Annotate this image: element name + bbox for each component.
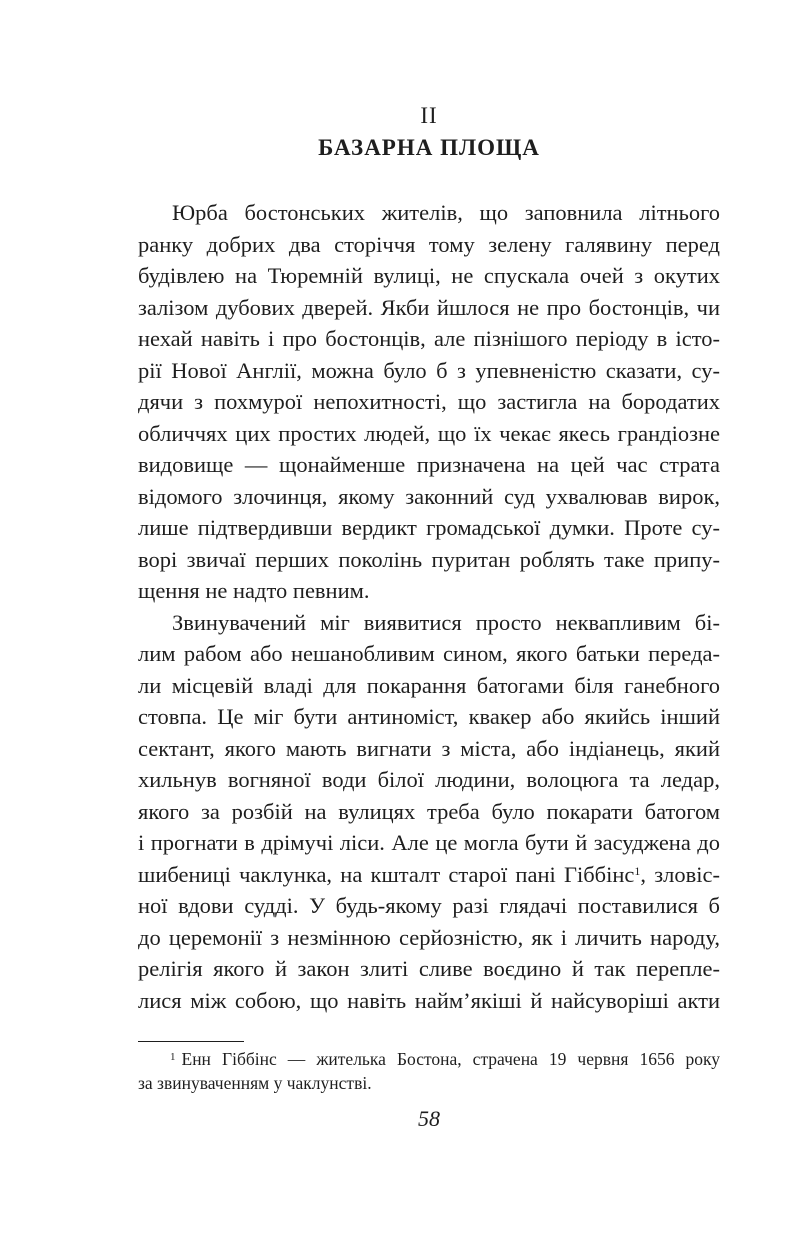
text-line: нехай навіть і про бостонців, але пізнішого періоду в істо- [138, 326, 720, 351]
footnote-reference[interactable]: 1 [634, 863, 641, 878]
text-line: лише підтвердивши вердикт громадської думки. Проте су- [138, 515, 720, 540]
footnote-line: за звинуваченням у чаклунстві. [138, 1073, 372, 1093]
footnote-marker: 1 [170, 1050, 176, 1063]
footnote [138, 1047, 720, 1095]
text-line: рії Нової Англії, можна було б з упевненістю сказати, су- [138, 357, 720, 383]
text-line: ворі звичаї перших поколінь пуритан роблять таке припу- [138, 546, 720, 572]
text-line-part: , зловіс- [640, 861, 720, 887]
text-line: дячи з похмурої непохитності, що застигла на бородатих [138, 389, 720, 414]
text-line: будівлею на Тюремній вулиці, не спускала очей з окутих [138, 263, 720, 288]
text-line: обличчях цих простих людей, що їх чекає якесь грандіозне [138, 420, 720, 446]
text-line: ранку добрих два сторіччя тому зелену галявину перед [138, 231, 720, 257]
text-line: ли місцевій владі для покарання батогами біля ганебного [138, 672, 720, 698]
text-line: видовище — щонайменше призначена на цей час страта [138, 452, 720, 477]
text-line: лися між собою, що навіть найм’якіші й найсуворіші акти [138, 987, 720, 1013]
text-line: до церемонії з незмінною серйозністю, як і личить народу, [138, 924, 720, 950]
text-line: якого за розбій на вулицях треба було покарати батогом [138, 798, 720, 824]
text-line: релігія якого й закон злиті сливе воєдино й так перепле- [138, 956, 720, 981]
text-line: лим рабом або нешанобливим сином, якого батьки переда- [138, 641, 720, 666]
text-line: відомого злочинця, якому законний суд ухвалював вирок, [138, 483, 720, 509]
text-line: щення не надто певним. [138, 578, 370, 603]
body-text [138, 197, 720, 1016]
chapter-number: II [420, 103, 438, 128]
text-line: ної вдови судді. У будь-якому разі глядачі поставилися б [138, 893, 720, 918]
chapter-title: БАЗАРНА ПЛОЩА [318, 135, 540, 160]
text-line: Звинувачений міг виявитися просто неквапливим бі- [172, 609, 720, 635]
text-line: хильнув вогняної води білої людини, волоцюга та ледар, [138, 767, 720, 792]
text-line: Юрба бостонських жителів, що заповнила літнього [172, 200, 720, 225]
text-line: сектант, якого мають вигнати з міста, або індіанець, який [138, 735, 720, 761]
text-line-part: шибениці чаклунка, на кшталт старої пані Гіббінс [138, 861, 635, 887]
text-line: залізом дубових дверей. Якби йшлося не про бостонців, чи [138, 294, 720, 320]
footnote-divider [138, 1041, 244, 1042]
footnote-text: Енн Гіббінс — жителька Бостона, страчена 19 червня 1656 року [181, 1049, 720, 1069]
text-line-with-footnote-ref [138, 859, 720, 891]
text-line: стовпа. Це міг бути антиноміст, квакер або якийсь інший [138, 704, 720, 729]
page-number: 58 [418, 1106, 440, 1131]
text-line: і прогнати в дрімучі ліси. Але це могла бути й засуджена до [138, 830, 720, 855]
footnote-line [138, 1047, 720, 1071]
